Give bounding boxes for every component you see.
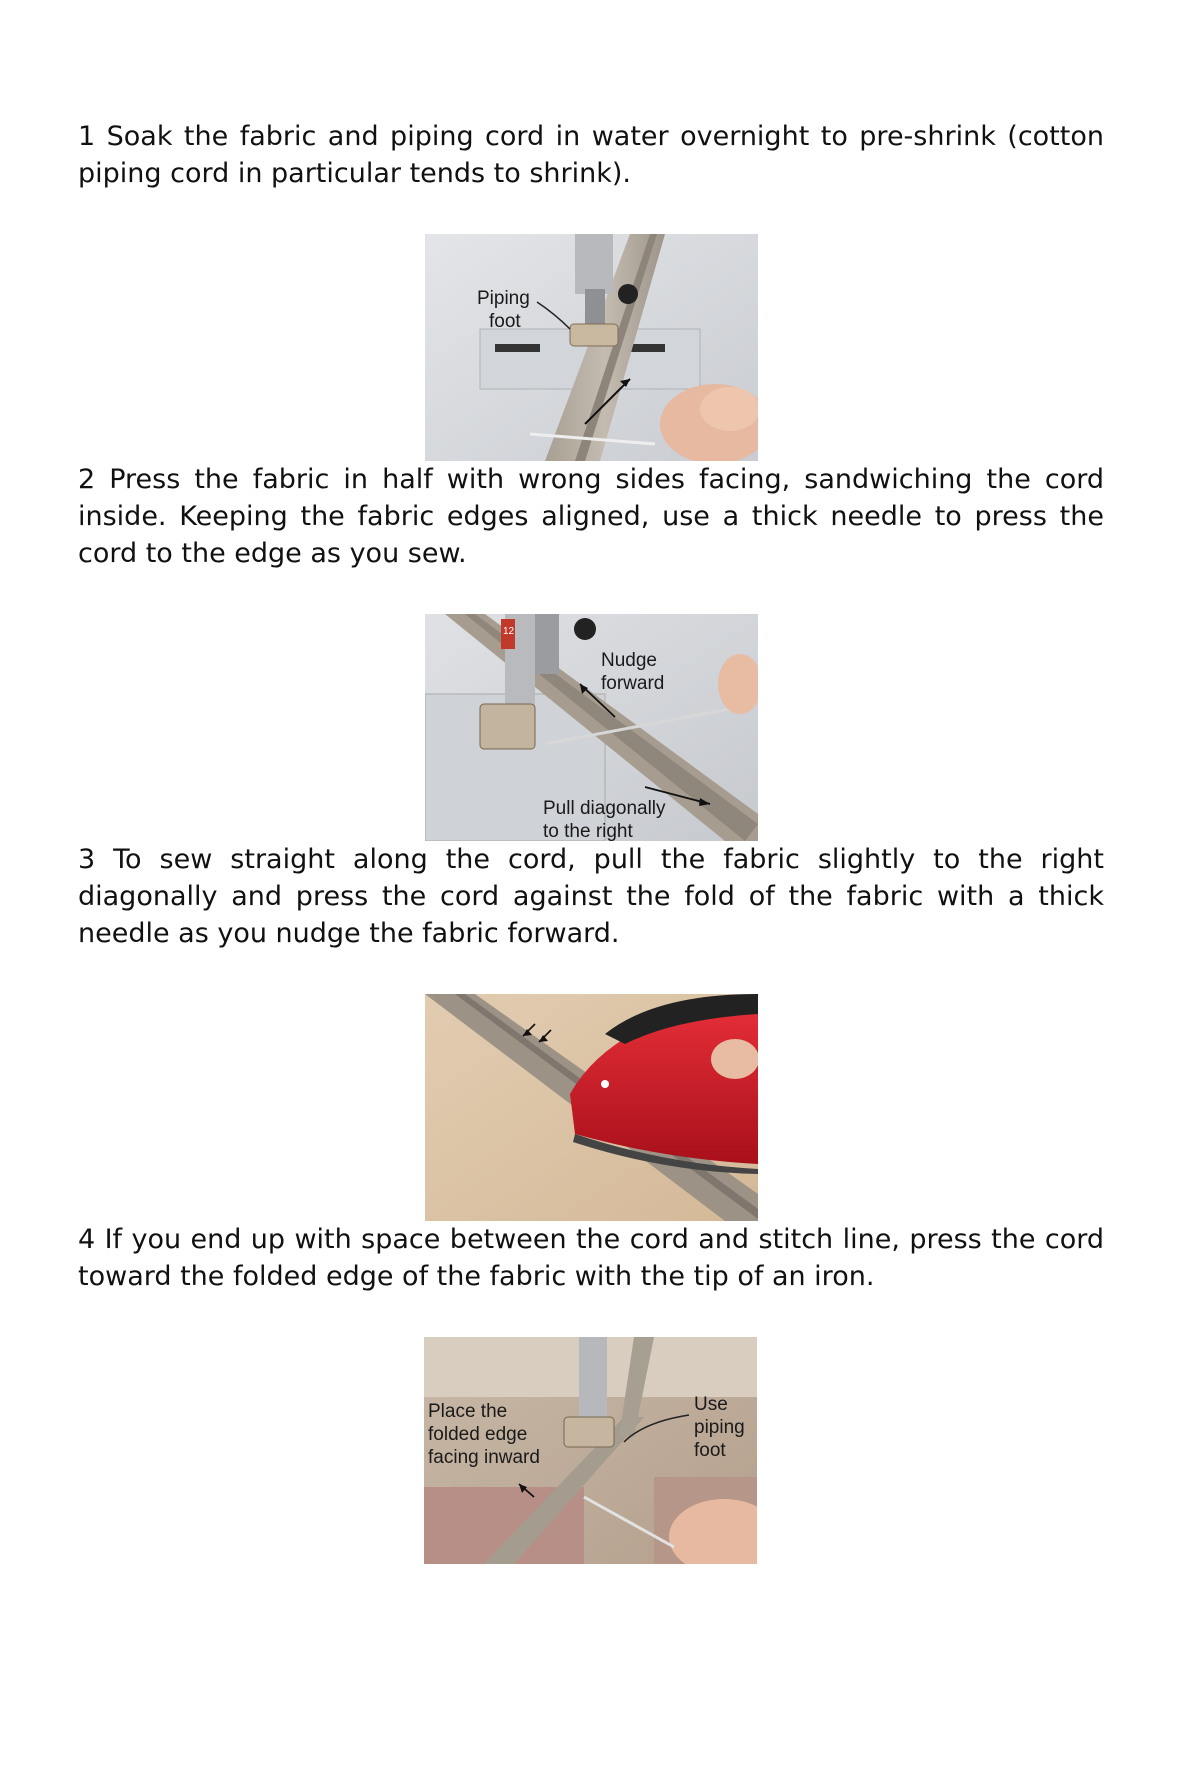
pull-diagonally-label-line1: Pull diagonally xyxy=(543,798,666,819)
place-folded-edge-label-line2: folded edge xyxy=(428,1424,528,1445)
photo-iron-press xyxy=(425,994,758,1221)
step-4-text: 4 If you end up with space between the cord and stitch line, press the cord toward the folded edge of the fabric with the tip of an iron. xyxy=(78,1224,1104,1292)
photo-folded-edge xyxy=(424,1337,757,1564)
step-3-text: 3 To sew straight along the cord, pull the fabric slightly to the right diagonally and press the cord against the fold of the fabric with a thick needle as you nudge the fabric forward. xyxy=(78,844,1104,949)
photo-piping-foot-illustration xyxy=(425,234,758,461)
use-piping-foot-label-line2: piping xyxy=(694,1417,745,1438)
use-piping-foot-label-line3: foot xyxy=(694,1440,726,1461)
piping-foot-label-line1: Piping xyxy=(477,288,530,309)
place-folded-edge-label-line3: facing inward xyxy=(428,1447,540,1468)
pull-diagonally-label-line2: to the right xyxy=(543,821,633,841)
use-piping-foot-label-line1: Use xyxy=(694,1394,728,1415)
step-1-text: 1 Soak the fabric and piping cord in water overnight to pre-shrink (cotton piping cord in particular tends to shrink). xyxy=(78,121,1104,189)
photo-nudge-forward xyxy=(425,614,758,841)
photo-piping-foot xyxy=(425,234,758,461)
photo-folded-edge-illustration xyxy=(424,1337,757,1564)
nudge-forward-label-line1: Nudge xyxy=(601,650,657,671)
piping-foot-label-line2: foot xyxy=(489,311,521,332)
place-folded-edge-label-line1: Place the xyxy=(428,1401,508,1422)
presser-number: 12 xyxy=(503,626,515,637)
photo-iron-press-illustration xyxy=(425,994,758,1221)
photo-nudge-forward-illustration xyxy=(425,614,758,841)
nudge-forward-label-line2: forward xyxy=(601,673,665,694)
step-2-text: 2 Press the fabric in half with wrong sides facing, sandwiching the cord inside. Keeping the fabric edges aligned, use a thick needle to press the cord to the edge as you sew. xyxy=(78,464,1104,569)
